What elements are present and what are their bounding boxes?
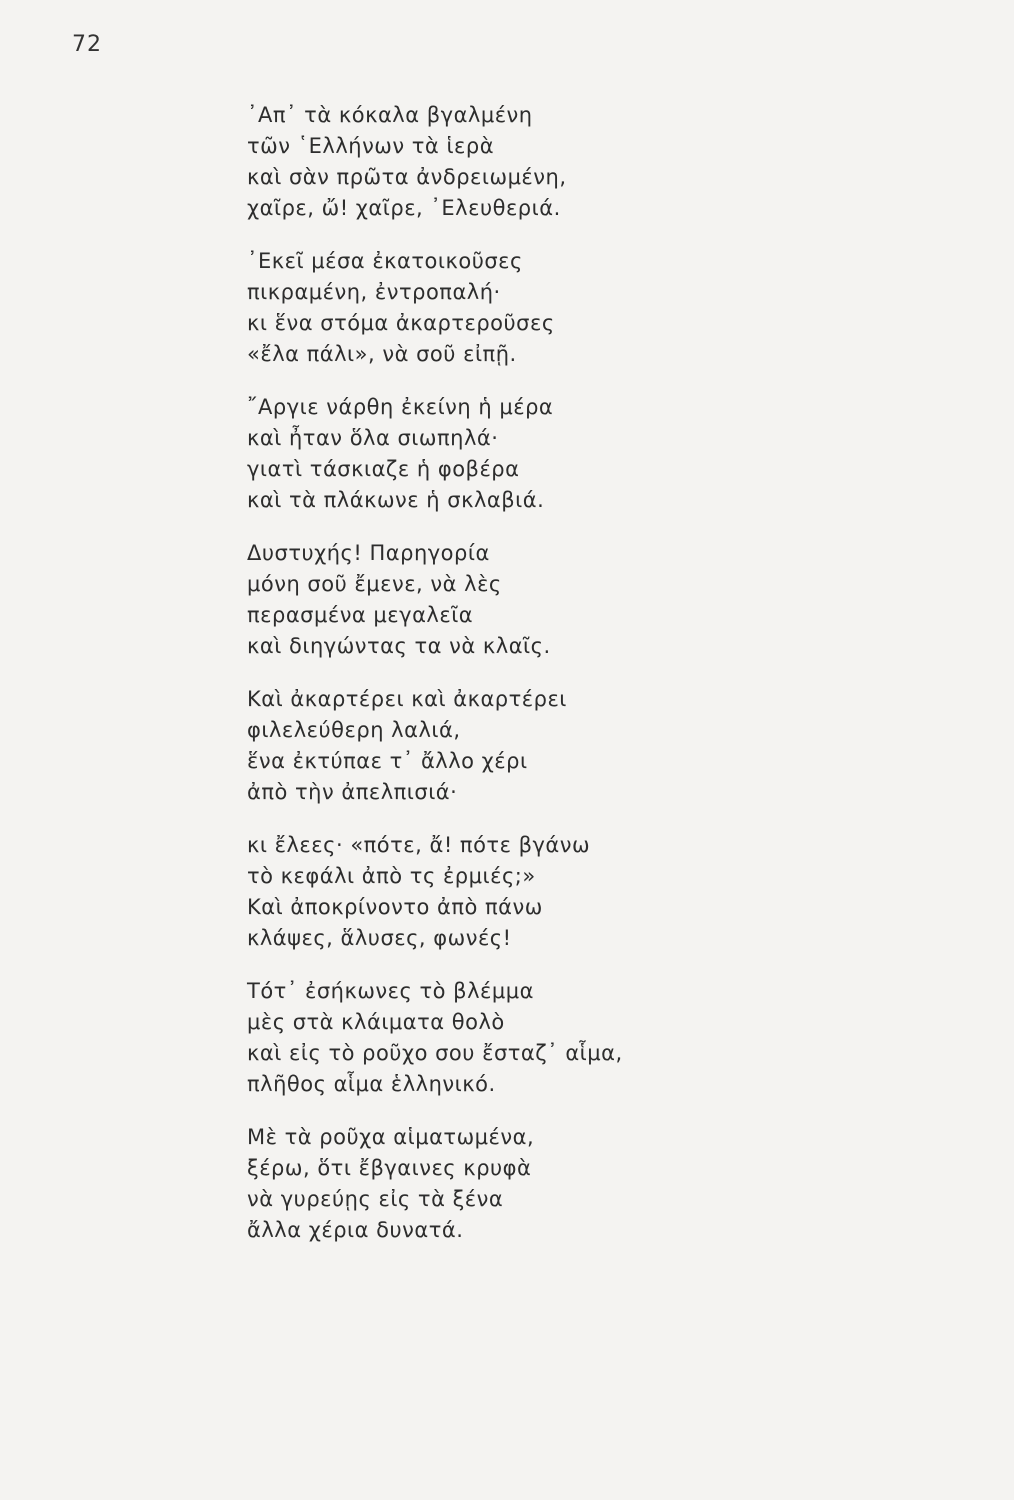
poem-line: καὶ εἰς τὸ ροῦχο σου ἔσταζ᾿ αἷμα,: [247, 1041, 623, 1065]
poem-line: καὶ τὰ πλάκωνε ἡ σκλαβιά.: [247, 488, 545, 512]
poem-line: ἕνα ἐκτύπαε τ᾿ ἄλλο χέρι: [247, 749, 528, 773]
page-number: 72: [72, 32, 102, 57]
stanza: [247, 100, 867, 224]
poem-line: χαῖρε, ὤ! χαῖρε, ᾿Ελευθεριά.: [247, 196, 561, 220]
poem-line: ἀπὸ τὴν ἀπελπισιά·: [247, 780, 458, 804]
poem-line: Καὶ ἀποκρίνοντο ἀπὸ πάνω: [247, 895, 543, 919]
poem-line: μὲς στὰ κλάιματα θολὸ: [247, 1010, 505, 1034]
stanza: [247, 830, 867, 954]
poem-line: γιατὶ τάσκιαζε ἡ φοβέρα: [247, 457, 520, 481]
stanza: [247, 684, 867, 808]
poem-line: Καὶ ἀκαρτέρει καὶ ἀκαρτέρει: [247, 687, 567, 711]
poem-line: ᾿Εκεῖ μέσα ἐκατοικοῦσες: [247, 249, 523, 273]
poem-line: κλάψες, ἅλυσες, φωνές!: [247, 926, 512, 950]
poem-line: τὸ κεφάλι ἀπὸ τς ἐρμιές;»: [247, 864, 536, 888]
poem-line: καὶ διηγώντας τα νὰ κλαῖς.: [247, 634, 551, 658]
poem-line: καὶ σὰν πρῶτα ἀνδρειωμένη,: [247, 165, 567, 189]
poem-line: Δυστυχής! Παρηγορία: [247, 541, 490, 565]
poem-line: πλῆθος αἷμα ἑλληνικό.: [247, 1072, 496, 1096]
poem-line: «ἔλα πάλι», νὰ σοῦ εἰπῇ.: [247, 342, 517, 366]
poem-line: μόνη σοῦ ἔμενε, νὰ λὲς: [247, 572, 502, 596]
stanza: [247, 1122, 867, 1246]
poem-line: περασμένα μεγαλεῖα: [247, 603, 474, 627]
poem-line: ᾿Απ᾿ τὰ κόκαλα βγαλμένη: [247, 103, 533, 127]
stanza: [247, 976, 867, 1100]
poem-line: κι ἔλεες· «πότε, ἄ! πότε βγάνω: [247, 833, 591, 857]
poem-line: ἄλλα χέρια δυνατά.: [247, 1218, 464, 1242]
poem-line: κι ἕνα στόμα ἀκαρτεροῦσες: [247, 311, 555, 335]
poem-line: νὰ γυρεύῃς εἰς τὰ ξένα: [247, 1187, 504, 1211]
poem-line: ξέρω, ὅτι ἔβγαινες κρυφὰ: [247, 1156, 532, 1180]
poem-line: φιλελεύθερη λαλιά,: [247, 718, 461, 742]
poem-line: τῶν ῾Ελλήνων τὰ ἱερὰ: [247, 134, 495, 158]
poem-line: πικραμένη, ἐντροπαλή·: [247, 280, 501, 304]
poem-line: καὶ ἦταν ὅλα σιωπηλά·: [247, 426, 499, 450]
poem-line: ῎Αργιε νάρθη ἐκείνη ἡ μέρα: [247, 395, 554, 419]
stanza: [247, 538, 867, 662]
stanza: [247, 392, 867, 516]
poem: [247, 100, 867, 1268]
poem-line: Μὲ τὰ ροῦχα αἱματωμένα,: [247, 1125, 535, 1149]
poem-line: Τότ᾿ ἐσήκωνες τὸ βλέμμα: [247, 979, 534, 1003]
stanza: [247, 246, 867, 370]
